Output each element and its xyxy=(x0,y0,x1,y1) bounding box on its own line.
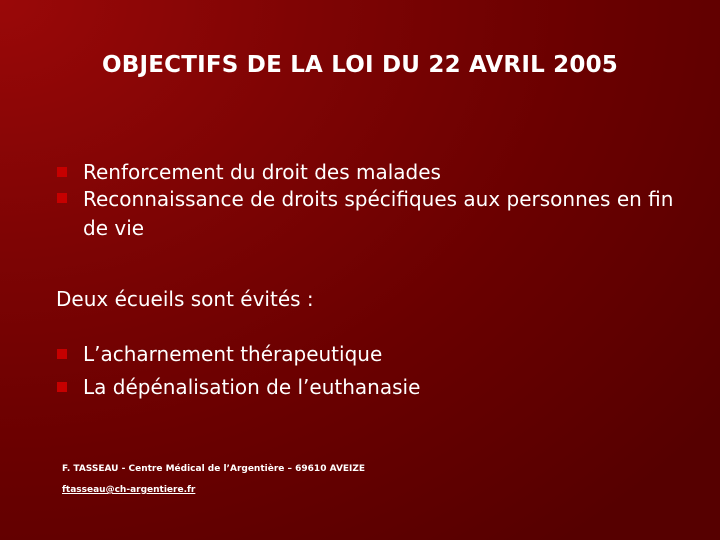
square-bullet-icon xyxy=(57,193,67,203)
list-item xyxy=(56,185,676,243)
bullet-list-objectives xyxy=(56,159,676,243)
footer-email-link[interactable]: ftasseau@ch-argentiere.fr xyxy=(62,485,196,495)
section-heading: Deux écueils sont évités : xyxy=(56,287,314,311)
square-bullet-icon xyxy=(57,349,67,359)
slide-title: OBJECTIFS DE LA LOI DU 22 AVRIL 2005 xyxy=(102,52,618,78)
bullet-text: L’acharnement thérapeutique xyxy=(83,342,383,366)
bullet-text: La dépénalisation de l’euthanasie xyxy=(83,375,421,399)
square-bullet-icon xyxy=(57,382,67,392)
bullet-text: Renforcement du droit des malades xyxy=(83,160,441,184)
list-item xyxy=(56,371,676,404)
bullet-list-pitfalls xyxy=(56,338,676,404)
footer-author: F. TASSEAU - Centre Médical de l’Argentière – 69610 AVEIZE xyxy=(62,464,366,474)
list-item xyxy=(56,159,676,185)
list-item xyxy=(56,338,676,371)
square-bullet-icon xyxy=(57,167,67,177)
bullet-text: Reconnaissance de droits spécifiques aux personnes en fin de vie xyxy=(83,187,674,240)
